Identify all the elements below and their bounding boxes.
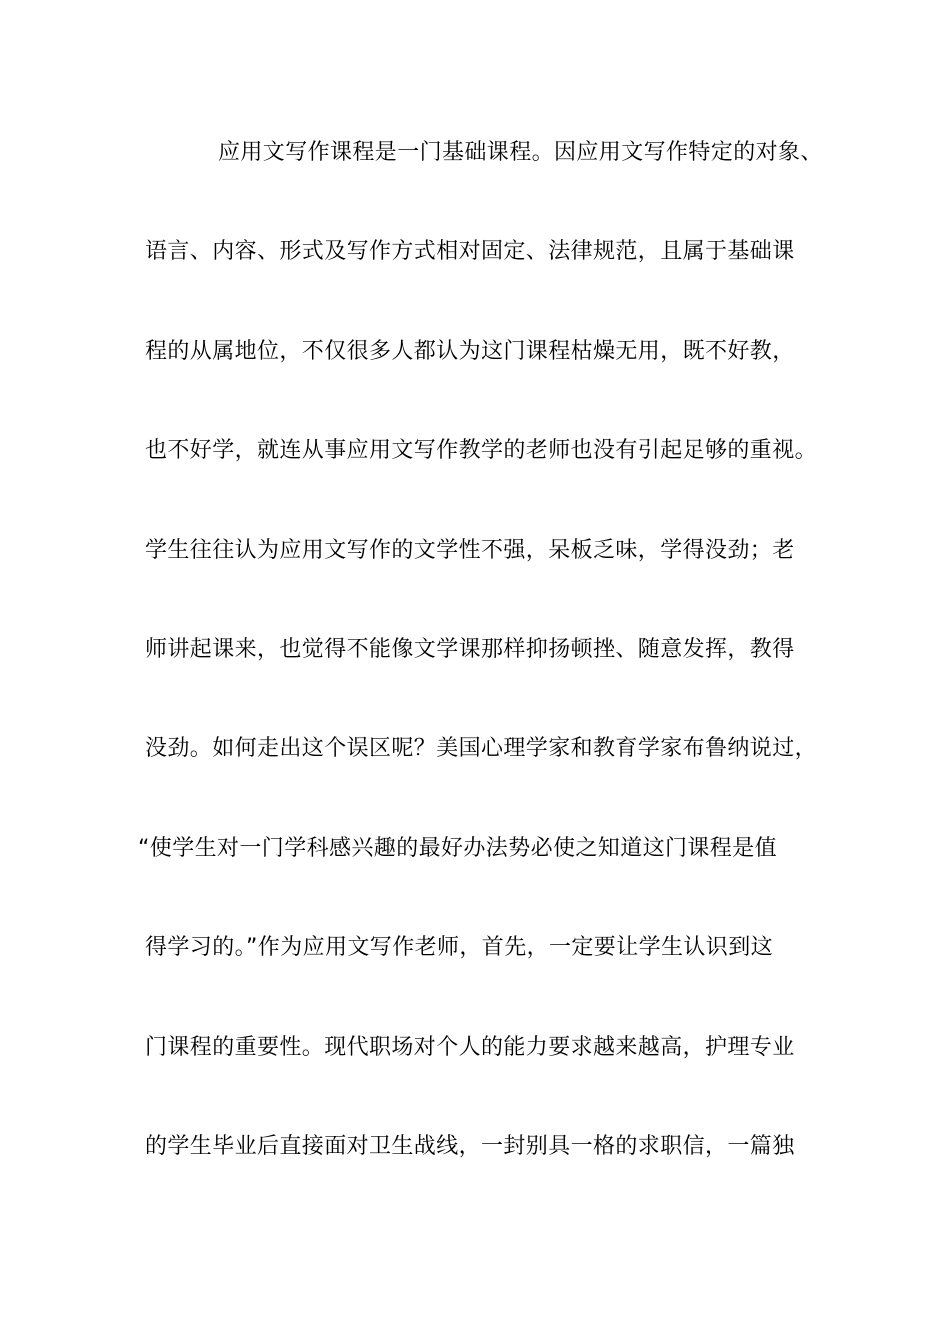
paragraph-line-10: 门课程的重要性。现代职场对个人的能力要求越来越高，护理专业 [145,1035,795,1060]
paragraph-line-8: “使学生对一门学科感兴趣的最好办法势必使之知道这门课程是值 [138,836,777,861]
paragraph-line-1: 应用文写作课程是一门基础课程。因应用文写作特定的对象、 [218,140,823,165]
paragraph-line-3: 程的从属地位，不仅很多人都认为这门课程枯燥无用，既不好教， [145,339,795,364]
paragraph-line-2: 语言、内容、形式及写作方式相对固定、法律规范，且属于基础课 [145,239,795,264]
paragraph-line-9: 得学习的。”作为应用文写作老师，首先，一定要让学生认识到这 [145,935,773,960]
paragraph-line-11: 的学生毕业后直接面对卫生战线，一封别具一格的求职信，一篇独 [145,1134,795,1159]
paragraph-line-7: 没劲。如何走出这个误区呢？美国心理学家和教育学家布鲁纳说过， [145,736,818,761]
paragraph-line-6: 师讲起课来，也觉得不能像文学课那样抑扬顿挫、随意发挥，教得 [145,637,795,662]
paragraph-line-5: 学生往往认为应用文写作的文学性不强，呆板乏味，学得没劲；老 [145,538,795,563]
paragraph-line-4: 也不好学，就连从事应用文写作教学的老师也没有引起足够的重视。 [145,438,818,463]
